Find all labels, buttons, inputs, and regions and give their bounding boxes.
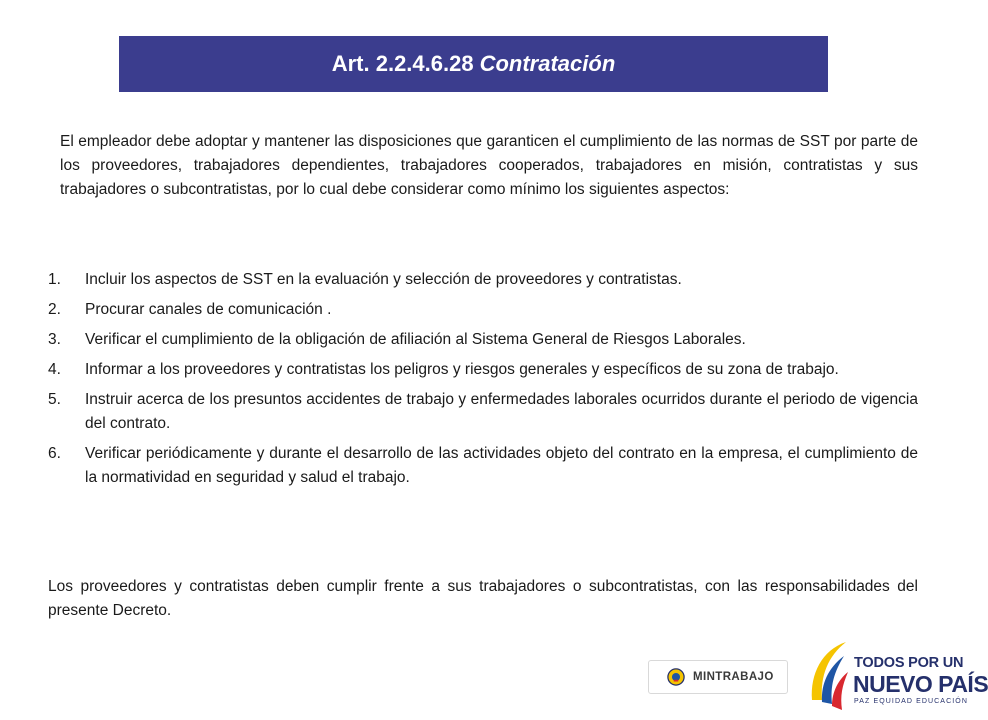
list-item-number: 4. [48, 361, 61, 378]
slogan-line-1: TODOS POR UN [854, 655, 964, 671]
list-item [48, 358, 918, 382]
title-topic: Contratación [479, 51, 616, 76]
list-item-text: Informar a los proveedores y contratistas los peligros y riesgos generales y específicos de su zona de trabajo. [85, 361, 839, 378]
title-article-number: Art. 2.2.4.6.28 [331, 51, 474, 76]
slogan-pillars: PAZ EQUIDAD EDUCACIÓN [854, 698, 968, 705]
requirements-list [48, 268, 918, 496]
mintrabajo-logo [648, 660, 788, 694]
intro-paragraph: El empleador debe adoptar y mantener las disposiciones que garanticen el cumplimiento de las normas de SST por parte de los proveedores, trabajadores dependientes, trabajadores cooperados, trabajadores en misión, contratistas y sus trabajadores o subcontratistas, por lo cual debe considerar como mínimo los siguientes aspectos: [60, 133, 918, 198]
slogan-line-2: NUEVO PAÍS [853, 671, 988, 697]
list-item [48, 298, 918, 322]
list-item-number: 5. [48, 391, 61, 408]
coat-of-arms-icon [667, 668, 685, 686]
list-item-text: Verificar periódicamente y durante el desarrollo de las actividades objeto del contrato en la empresa, el cumplimiento de la normatividad en seguridad y salud el trabajo. [85, 445, 918, 486]
list-item-text: Incluir los aspectos de SST en la evaluación y selección de proveedores y contratistas. [85, 271, 682, 288]
list-item-text: Verificar el cumplimiento de la obligación de afiliación al Sistema General de Riesgos Laborales. [85, 331, 746, 348]
mintrabajo-wordmark: MINTRABAJO [693, 671, 774, 683]
list-item [48, 268, 918, 292]
list-item-number: 2. [48, 301, 61, 318]
list-item [48, 328, 918, 352]
list-item-text: Procurar canales de comunicación . [85, 301, 332, 318]
list-item [48, 388, 918, 436]
todos-por-un-nuevo-pais-logo [806, 640, 988, 718]
list-item [48, 442, 918, 490]
page-title [119, 36, 828, 92]
list-item-text: Instruir acerca de los presuntos accidentes de trabajo y enfermedades laborales ocurridos durante el periodo de vigencia del contrato. [85, 391, 918, 432]
colombia-stripes-icon [806, 640, 852, 718]
list-item-number: 6. [48, 445, 61, 462]
list-item-number: 1. [48, 271, 61, 288]
closing-paragraph: Los proveedores y contratistas deben cumplir frente a sus trabajadores o subcontratistas, con las responsabilidades del presente Decreto. [48, 578, 918, 619]
list-item-number: 3. [48, 331, 61, 348]
